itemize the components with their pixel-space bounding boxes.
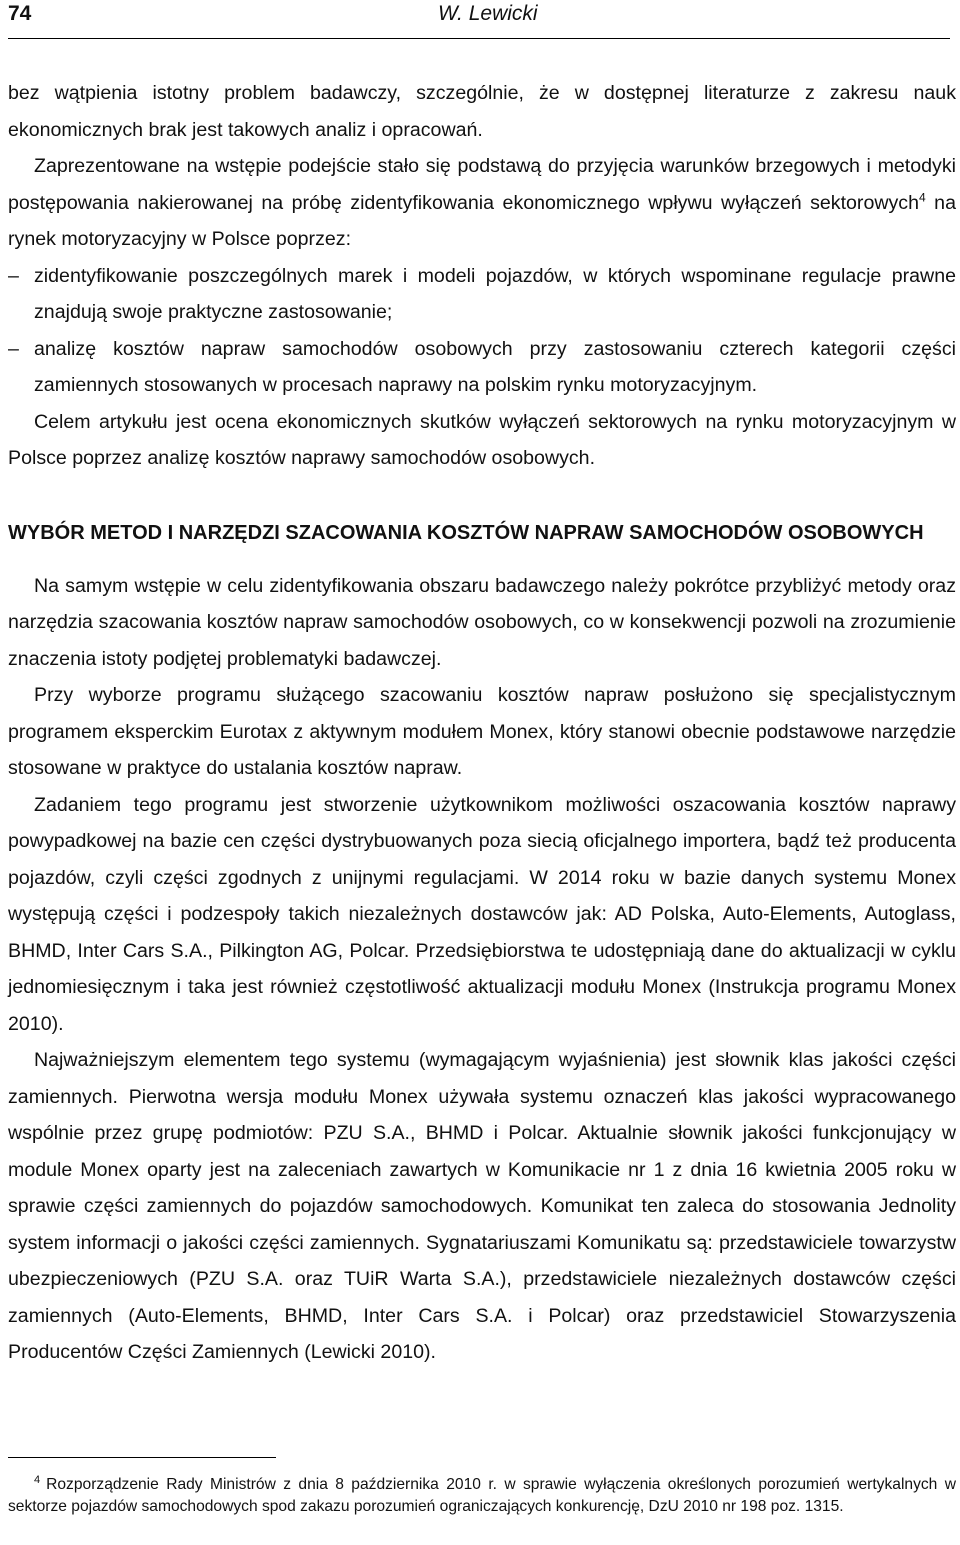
paragraph-approach-tail: na rynek motoryzacyjny w Polsce poprzez: <box>8 191 956 250</box>
dash-bullet: – <box>8 264 19 287</box>
list-item <box>8 331 956 404</box>
paragraph-monex: Zadaniem tego programu jest stworzenie użytkownikom możliwości oszacowania kosztów naprawy powypadkowej na bazie cen części dystrybuowanych poza siecią oficjalnego importera, bądź też producenta pojazdów, czyli części zgodnych z unijnymi regulacjami. W 2014 roku w bazie danych systemu Monex występują części i podzespoły takich niezależnych dostawców jak: AD Polska, Auto-Elements, Autoglass, BHMD, Inter Cars S.A., Pilkington AG, Polcar. Przedsiębiorstwa te udostępniają dane do aktualizacji w cyklu jednomiesięcznym i taka jest również częstotliwość aktualizacji modułu Monex (Instrukcja programu Monex 2010). <box>8 793 956 1035</box>
footnote-separator <box>8 1457 276 1458</box>
page-header <box>8 0 950 39</box>
paragraph-approach-text: Zaprezentowane na wstępie podejście stało się podstawą do przyjęcia warunków brzegowych i metodyki postępowania nakierowanej na próbę zidentyfikowania ekonomicznego wpływu wyłączeń sektorowych <box>8 155 956 214</box>
list-item-text: zidentyfikowanie poszczególnych marek i modeli pojazdów, w których wspominane regulacje prawne znajdują swoje praktyczne zastosowanie; <box>34 264 956 323</box>
paragraph-approach <box>8 148 956 258</box>
list-item-text: analizę kosztów napraw samochodów osobowych przy zastosowaniu czterech kategorii części zamiennych stosowanych w procesach naprawy na polskim rynku motoryzacyjnym. <box>34 337 956 396</box>
list-item <box>8 258 956 331</box>
footnote-text: Rozporządzenie Rady Ministrów z dnia 8 października 2010 r. w sprawie wyłączenia określonych porozumień wertykalnych w sektorze pojazdów samochodowych spod zakazu porozumień ograniczających konkurencję, DzU 2010 nr 198 poz. 1315. <box>8 1476 956 1515</box>
running-head-author: W. Lewicki <box>438 2 538 25</box>
footnote-marker: 4 <box>34 1473 41 1486</box>
footnote-reference: 4 <box>919 189 926 204</box>
paragraph-continuation: bez wątpienia istotny problem badawczy, szczególnie, że w dostępnej literaturze z zakresu nauk ekonomicznych brak jest takowych analiz i opracowań. <box>8 82 956 141</box>
section-heading: WYBÓR METOD I NARZĘDZI SZACOWANIA KOSZTÓW NAPRAW SAMOCHODÓW OSOBOWYCH <box>8 521 924 544</box>
page-number: 74 <box>8 2 32 25</box>
body-text <box>8 75 956 1371</box>
paragraph-quality-classes: Najważniejszym elementem tego systemu (wymagającym wyjaśnienia) jest słownik klas jakości części zamiennych. Pierwotna wersja modułu Monex używała systemu oznaczeń klas jakości wypracowanego wspólnie przez grupę podmiotów: PZU S.A., BHMD i Polcar. Aktualnie słownik jakości funkcjonujący w module Monex oparty jest na zaleceniach zawartych w Komunikacie nr 1 z dnia 16 kwietnia 2005 roku w sprawie części zamiennych do pojazdów samochodowych. Komunikat ten zaleca do stosowania Jednolity system informacji o jakości części zamiennych. Sygnatariuszami Komunikatu są: przedstawiciele towarzystw ubezpieczeniowych (PZU S.A. oraz TUiR Warta S.A.), przedstawiciele niezależnych dostawców części zamiennych (Auto-Elements, BHMD, Inter Cars S.A. i Polcar) oraz przedstawiciel Stowarzyszenia Producentów Części Zamiennych (Lewicki 2010). <box>8 1049 956 1363</box>
dash-bullet: – <box>8 337 19 360</box>
paragraph-program: Przy wyborze programu służącego szacowaniu kosztów napraw posłużono się specjalistycznym programem eksperckim Eurotax z aktywnym modułem Monex, który stanowi obecnie podstawowe narzędzie stosowane w praktyce do ustalania kosztów napraw. <box>8 684 956 779</box>
footnote <box>8 1474 956 1518</box>
paragraph-intro: Na samym wstępie w celu zidentyfikowania obszaru badawczego należy pokrótce przybliżyć metody oraz narzędzia szacowania kosztów napraw samochodów osobowych, co w konsekwencji pozwoli na zrozumienie znaczenia istoty podjętej problematyki badawczej. <box>8 574 956 670</box>
dash-list <box>8 258 956 404</box>
paragraph-aim: Celem artykułu jest ocena ekonomicznych skutków wyłączeń sektorowych na rynku motoryzacyjnym w Polsce poprzez analizę kosztów naprawy samochodów osobowych. <box>8 410 956 469</box>
